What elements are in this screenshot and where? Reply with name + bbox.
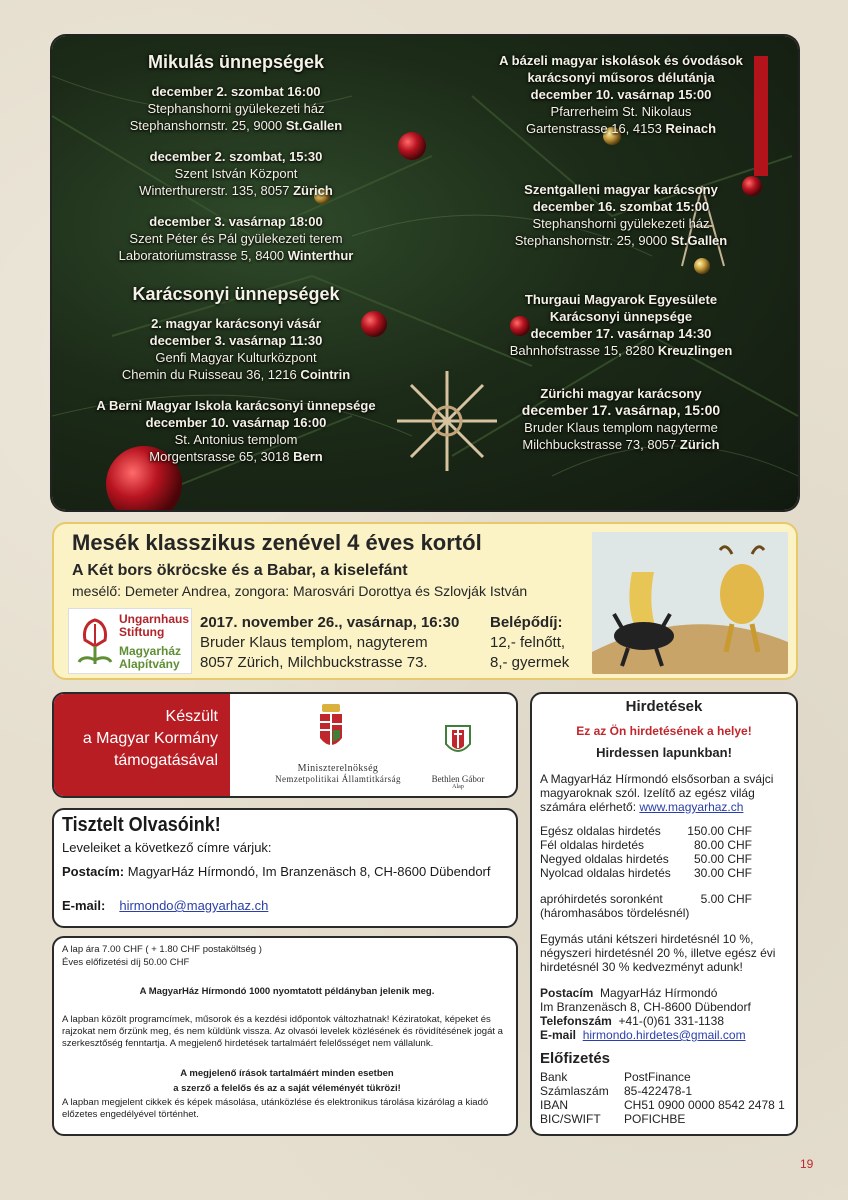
info-subscription: Éves előfizetési díj 50.00 CHF (62, 957, 190, 968)
event-address: Laboratoriumstrasse 5, 8400 Winterthur (118, 248, 354, 263)
info-copyright: A lapban megjelent cikkek és képek másolása, utánközlése és elektronikus tárolása kizárólag a kiadó előzetes engedélyével történhet. (62, 1097, 489, 1120)
event-block (456, 291, 786, 359)
event-address: Stephanshornstr. 25, 9000 St.Gallen (129, 118, 343, 133)
ads-email-link[interactable]: hirmondo.hirdetes@gmail.com (582, 1028, 746, 1042)
logo-text: Magyarház (119, 644, 182, 658)
event-date: december 17. vasárnap 14:30 (530, 326, 712, 341)
event-date: december 3. vasárnap 11:30 (149, 333, 323, 348)
event-date: december 17. vasárnap, 15:00 (521, 402, 721, 418)
story-date: 2017. november 26., vasárnap, 16:30 (200, 614, 460, 631)
ads-phone: Telefonszám +41-(0)61 331-1138 (540, 1014, 724, 1028)
event-title: Szentgalleni magyar karácsony (524, 182, 718, 197)
info-author-note: a szerző a felelős és az a saját véleményét tükrözi! (173, 1083, 401, 1094)
ads-email: E-mail hirmondo.hirdetes@gmail.com (540, 1028, 746, 1042)
event-address: Morgentsrasse 65, 3018 Bern (149, 449, 323, 464)
subscription-row: IBAN CH51 0900 0000 8542 2478 1 (540, 1098, 785, 1112)
mikulas-header: Mikulás ünnepségek (147, 52, 325, 72)
event-date: december 2. szombat, 15:30 (149, 149, 323, 164)
info-price: A lap ára 7.00 CHF ( + 1.80 CHF postaköltség ) (62, 944, 262, 955)
readers-email: E-mail: hirmondo@magyarhaz.ch (62, 898, 269, 913)
event-title: karácsonyi műsoros délutánja (527, 70, 715, 85)
price-row: Nyolcad oldalas hirdetés 30.00 CHF (540, 866, 752, 880)
event-block (66, 148, 406, 199)
event-place: Genfi Magyar Kulturközpont (155, 350, 317, 365)
event-address: Gartenstrasse 16, 4153 Reinach (525, 121, 717, 136)
event-title: Thurgaui Magyarok Egyesülete (524, 292, 718, 307)
support-text: Készült (165, 708, 218, 725)
story-subtitle: A Két bors ökröcske és a Babar, a kiselefánt (72, 562, 408, 579)
info-author-note: A megjelenő írások tartalmáért minden esetben (180, 1068, 394, 1079)
events-panel (52, 36, 798, 510)
event-block (456, 385, 786, 453)
fee-label: Belépődíj: (490, 614, 563, 631)
event-place: Szent Péter és Pál gyülekezeti terem (129, 231, 343, 246)
subscription-row: Bank PostFinance (540, 1070, 691, 1084)
ads-box (530, 692, 798, 1136)
event-place: Szent István Központ (174, 166, 298, 181)
event-address: Winterthurerstr. 135, 8057 Zürich (139, 183, 333, 198)
event-address: Chemin du Ruisseau 36, 1216 Cointrin (121, 367, 351, 382)
ads-title: Hirdetések (625, 698, 703, 715)
website-link[interactable]: www.magyarhaz.ch (639, 800, 744, 814)
info-disclaimer: A lapban közölt programcímek, műsorok és a kezdési időpontok változhatnak! Kéziratokat, képeket és rajzokat nem őrzünk meg, és nem küldünk vissza. Az olvasói levelek közlésének és rövidítésének jogát a szerkesztőség fenntartja. A megjelenő hirdetések tartalmáért felelősséget nem vállalunk. (62, 1014, 503, 1049)
bethlen-gabor-text: Bethlen Gábor Alap (431, 774, 485, 790)
event-place: Pfarrerheim St. Nikolaus (550, 104, 692, 119)
readers-title: Tisztelt Olvasóink! (62, 814, 221, 836)
support-banner-red (54, 694, 230, 796)
small-ad-price: apróhirdetés soronként 5.00 CHF (540, 892, 752, 906)
event-place: Bruder Klaus templom nagyterme (524, 420, 718, 435)
price-row: Fél oldalas hirdetés 80.00 CHF (540, 838, 752, 852)
mikulas-column (66, 52, 406, 479)
readers-email-link[interactable]: hirmondo@magyarhaz.ch (119, 898, 269, 913)
readers-box (52, 808, 518, 928)
event-date: december 16. szombat 15:00 (532, 199, 710, 214)
event-address: Bahnhofstrasse 15, 8280 Kreuzlingen (509, 343, 733, 358)
ungarnhaus-logo (68, 608, 192, 674)
ads-post-line2: Im Branzenäsch 8, CH-8600 Dübendorf (540, 1000, 751, 1014)
event-title: A Berni Magyar Iskola karácsonyi ünnepsége (96, 398, 376, 413)
karacsonyi-header: Karácsonyi ünnepségek (132, 284, 340, 304)
support-text: támogatásával (113, 752, 218, 769)
event-address: Stephanshornstr. 25, 9000 St.Gallen (514, 233, 728, 248)
readers-postal: Postacím: MagyarHáz Hírmondó, Im Branzenäsch 8, CH-8600 Dübendorf (62, 864, 491, 879)
subscription-row: Számlaszám 85-422478-1 (540, 1084, 693, 1098)
event-place: Stephanshorni gyülekezeti ház (147, 101, 325, 116)
info-print-run: A MagyarHáz Hírmondó 1000 nyomtatott példányban jelenik meg. (139, 986, 435, 997)
story-concert-panel (52, 522, 798, 680)
ads-post: Postacím MagyarHáz Hírmondó (540, 986, 718, 1000)
event-place: Stephanshorni gyülekezeti ház (532, 216, 710, 231)
story-when (200, 613, 459, 673)
readers-intro: Leveleiket a következő címre várjuk: (62, 840, 272, 855)
right-events-column (456, 52, 786, 467)
story-title: Mesék klasszikus zenével 4 éves kortól (72, 530, 482, 555)
event-block (66, 213, 406, 264)
support-text: a Magyar Kormány (82, 730, 218, 747)
event-block (456, 181, 786, 249)
story-address: 8057 Zürich, Milchbuckstrasse 73. (200, 654, 428, 671)
event-block (66, 83, 406, 134)
subscription-title: Előfizetés (540, 1050, 611, 1067)
story-fee (490, 613, 569, 673)
publication-info-box (52, 936, 518, 1136)
price-row: Negyed oldalas hirdetés 50.00 CHF (540, 852, 752, 866)
event-block (456, 52, 786, 137)
event-date: december 3. vasárnap 18:00 (149, 214, 323, 229)
event-title: Zürichi magyar karácsony (540, 386, 702, 401)
fee-adult: 12,- felnőtt, (490, 634, 566, 651)
hungarian-coat-of-arms-icon (316, 702, 346, 762)
event-address: Milchbuckstrasse 73, 8057 Zürich (522, 437, 720, 452)
oxen-illustration (592, 532, 788, 674)
tulip-icon (73, 612, 117, 672)
story-credits: mesélő: Demeter Andrea, zongora: Marosvári Dorottya és Szlovják István (72, 583, 528, 599)
event-date: december 2. szombat 16:00 (151, 84, 321, 99)
event-date: december 10. vasárnap 15:00 (530, 87, 712, 102)
government-support-banner (52, 692, 518, 798)
event-date: december 10. vasárnap 16:00 (145, 415, 327, 430)
ads-cta: Hirdessen lapunkban! (596, 745, 732, 760)
page-number: 19 (800, 1157, 814, 1171)
ads-discount: Egymás utáni kétszeri hirdetésnél 10 %, négyszeri hirdetésnél 20 %, illetve egész évi hirdetésnél 30 % kedvezményt adunk! (540, 932, 776, 974)
logo-text: Alapítvány (119, 657, 180, 671)
event-title: Karácsonyi ünnepsége (549, 309, 693, 324)
logo-text: Ungarnhaus (119, 612, 190, 626)
subscription-row: BIC/SWIFT POFICHBE (540, 1112, 686, 1126)
event-title: A bázeli magyar iskolások és óvodások (499, 53, 743, 68)
event-block (66, 397, 406, 465)
logo-text: Stiftung (119, 625, 165, 639)
fee-child: 8,- gyermek (490, 654, 570, 671)
small-ad-note: (háromhasábos tördelésnél) (540, 906, 690, 920)
event-block (66, 315, 406, 383)
ads-slogan: Ez az Ön hirdetésének a helye! (576, 724, 752, 738)
event-title: 2. magyar karácsonyi vásár (151, 316, 321, 331)
price-row: Egész oldalas hirdetés 150.00 CHF (540, 824, 752, 838)
ads-intro: A MagyarHáz Hírmondó elsősorban a svájci magyaroknak szól. Izelítő az egész világ számára elérhető: www.magyarhaz.ch (540, 772, 774, 814)
story-venue: Bruder Klaus templom, nagyterem (200, 634, 428, 651)
bethlen-gabor-logo-icon (444, 722, 472, 762)
ministry-text: Miniszterelnökség Nemzetpolitikai Államtitkárság (275, 763, 401, 784)
event-place: St. Antonius templom (174, 432, 298, 447)
